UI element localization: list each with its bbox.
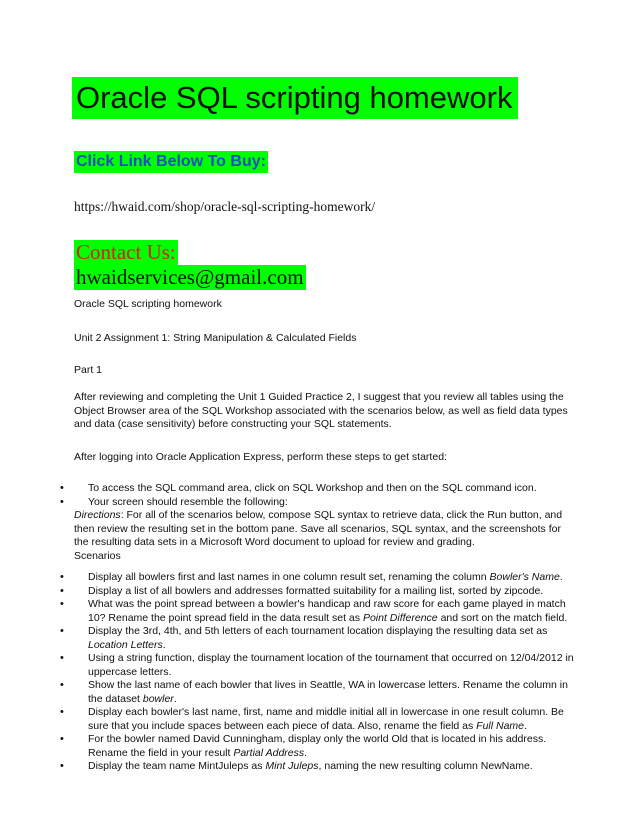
list-item: • To access the SQL command area, click on SQL Workshop and then on the SQL command icon.: [74, 482, 574, 496]
unit-heading: Unit 2 Assignment 1: String Manipulation & Calculated Fields: [74, 332, 357, 344]
scenarios-list: [74, 571, 574, 774]
contact-label: Contact Us:: [76, 240, 176, 264]
list-item: • Using a string function, display the tournament location of the tournament that occurred on 12/04/2012 in uppercase letters.: [74, 652, 574, 679]
directions-paragraph: [74, 509, 574, 550]
list-item: • Your screen should resemble the following:: [74, 496, 574, 510]
contact-block: [74, 240, 306, 290]
steps-list: [74, 482, 574, 509]
doc-subtitle: Oracle SQL scripting homework: [74, 298, 222, 310]
list-item: • Display the team name MintJuleps as Mint Juleps, naming the new resulting column NewName.: [74, 760, 574, 774]
part-heading: Part 1: [74, 364, 103, 376]
contact-email-link[interactable]: hwaidservices@gmail.com: [76, 265, 304, 289]
intro-paragraph: After reviewing and completing the Unit 1 Guided Practice 2, I suggest that you review all tables using the Object Browser area of the SQL Workshop associated with the scenarios below, as well as field data types and data (case sensitivity) before constructing your SQL statements.: [74, 391, 568, 430]
buy-link-label: Click Link Below To Buy:: [74, 151, 268, 173]
directions-label: Directions: [74, 509, 121, 521]
list-item: • Display all bowlers first and last names in one column result set, renaming the column Bowler's Name.: [74, 571, 574, 585]
list-item: • Display a list of all bowlers and addresses formatted suitability for a mailing list, sorted by zipcode.: [74, 585, 574, 599]
list-item: • For the bowler named David Cunningham, display only the world Old that is located in his address. Rename the field in your result Partial Address.: [74, 733, 574, 760]
login-paragraph: After logging into Oracle Application Express, perform these steps to get started:: [74, 451, 447, 463]
list-item: • Display the 3rd, 4th, and 5th letters of each tournament location displaying the resulting data set as Location Letters.: [74, 625, 574, 652]
scenarios-heading: Scenarios: [74, 550, 121, 562]
directions-text: : For all of the scenarios below, compose SQL syntax to retrieve data, click the Run button, and then review the resulting set in the bottom pane. Save all scenarios, SQL syntax, and the screenshots for the resulting data sets in a Microsoft Word document to upload for review and grading.: [74, 509, 563, 548]
list-item: • Display each bowler's last name, first, name and middle initial all in lowercase in one result column. Be sure that you include spaces between each piece of data. Also, rename the field as Full Name.: [74, 706, 574, 733]
list-item: • Show the last name of each bowler that lives in Seattle, WA in lowercase letters. Rename the column in the dataset bowler.: [74, 679, 574, 706]
list-item: • What was the point spread between a bowler's handicap and raw score for each game played in match 10? Rename the point spread field in the data result set as Point Difference and sort on the match field.: [74, 598, 574, 625]
document-title: Oracle SQL scripting homework: [72, 77, 518, 119]
buy-url-link[interactable]: https://hwaid.com/shop/oracle-sql-scripting-homework/: [74, 199, 376, 214]
